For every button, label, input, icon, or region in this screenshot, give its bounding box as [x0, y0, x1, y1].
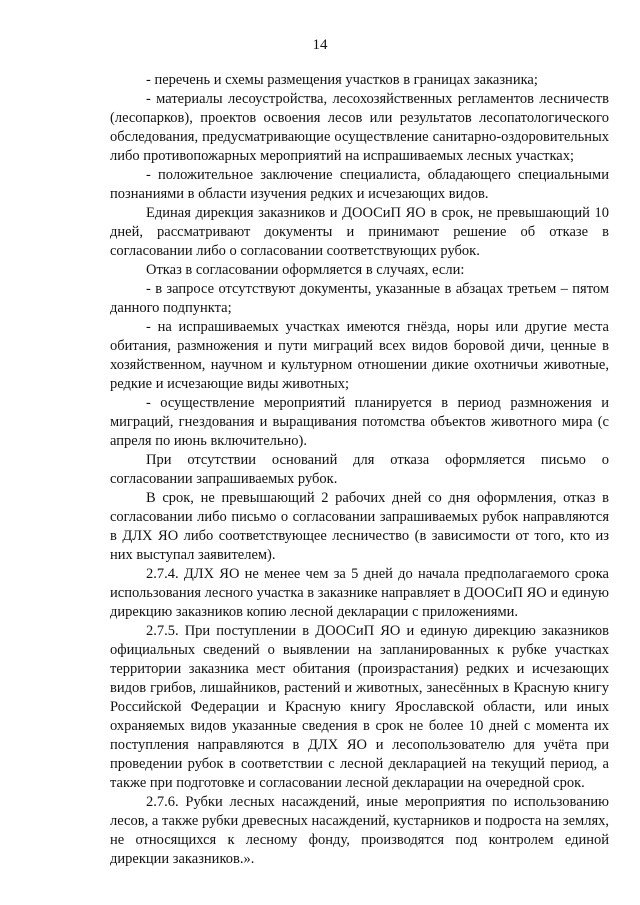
- paragraph-approval-letter: При отсутствии оснований для отказа оформляется письмо о согласовании запрашиваемых рубок.: [110, 452, 609, 487]
- page-number: 14: [312, 37, 328, 53]
- paragraph-list-item-breeding-period: - осуществление мероприятий планируется в период размножения и миграций, гнездования и выращивания потомства объектов животного мира (с апреля по июнь включительно).: [110, 395, 609, 449]
- paragraph-list-item-habitats: - на испрашиваемых участках имеются гнёзда, норы или другие места обитания, размножения и пути миграций всех видов боровой дичи, ценные в хозяйственном, научном и культурном отношении дикие охотничьи животные, редкие и исчезающие виды животных;: [110, 319, 609, 392]
- paragraph-list-item-schemes: - перечень и схемы размещения участков в границах заказника;: [146, 72, 538, 88]
- paragraph-section-2-7-6: 2.7.6. Рубки лесных насаждений, иные мероприятия по использованию лесов, а также рубки древесных насаждений, кустарников и подроста на землях, не относящихся к лесному фонду, производятся под контролем единой дирекции заказников.».: [110, 794, 609, 867]
- paragraph-forwarding-deadline: В срок, не превышающий 2 рабочих дней со дня оформления, отказ в согласовании либо письмо о согласовании запрашиваемых рубок направляются в ДЛХ ЯО либо соответствующее лесничество (в зависимости от того, кто из них выступал заявителем).: [110, 490, 609, 563]
- paragraph-list-item-expert-conclusion: - положительное заключение специалиста, обладающего специальными познаниями в области изучения редких и исчезающих видов.: [110, 167, 609, 202]
- paragraph-list-item-forest-materials: - материалы лесоустройства, лесохозяйственных регламентов лесничеств (лесопарков), проектов освоения лесов или результатов лесопатологического обследования, предусматривающие осуществление санитарно-оздоровительных либо противопожарных мероприятий на испрашиваемых лесных участках;: [110, 91, 609, 164]
- document-body: [110, 71, 609, 869]
- paragraph-section-2-7-5: 2.7.5. При поступлении в ДООСиП ЯО и единую дирекцию заказников официальных сведений о выявлении на запланированных к рубке участках территории заказника мест обитания (произрастания) редких и исчезающих видов грибов, лишайников, растений и животных, занесённых в Красную книгу Российской Федерации и Красную книгу Ярославской области, или иных охраняемых видов указанные сведения в срок не более 10 дней с момента их поступления направляются в ДЛХ ЯО и лесопользователю для учёта при проведении рубок в соответствии с лесной декларацией на текущий период, а также при подготовке и согласовании лесной декларации на очередной срок.: [110, 623, 609, 791]
- paragraph-section-2-7-4: 2.7.4. ДЛХ ЯО не менее чем за 5 дней до начала предполагаемого срока использования лесного участка в заказнике направляет в ДООСиП ЯО и единую дирекцию заказников копию лесной декларации с приложениями.: [110, 566, 609, 620]
- paragraph-refusal-cases: Отказ в согласовании оформляется в случаях, если:: [146, 262, 465, 278]
- paragraph-list-item-missing-documents: - в запросе отсутствуют документы, указанные в абзацах третьем – пятом данного подпункта;: [110, 281, 609, 316]
- paragraph-review-decision: Единая дирекция заказников и ДООСиП ЯО в срок, не превышающий 10 дней, рассматривают документы и принимают решение об отказе в согласовании либо о согласовании соответствующих рубок.: [110, 205, 609, 259]
